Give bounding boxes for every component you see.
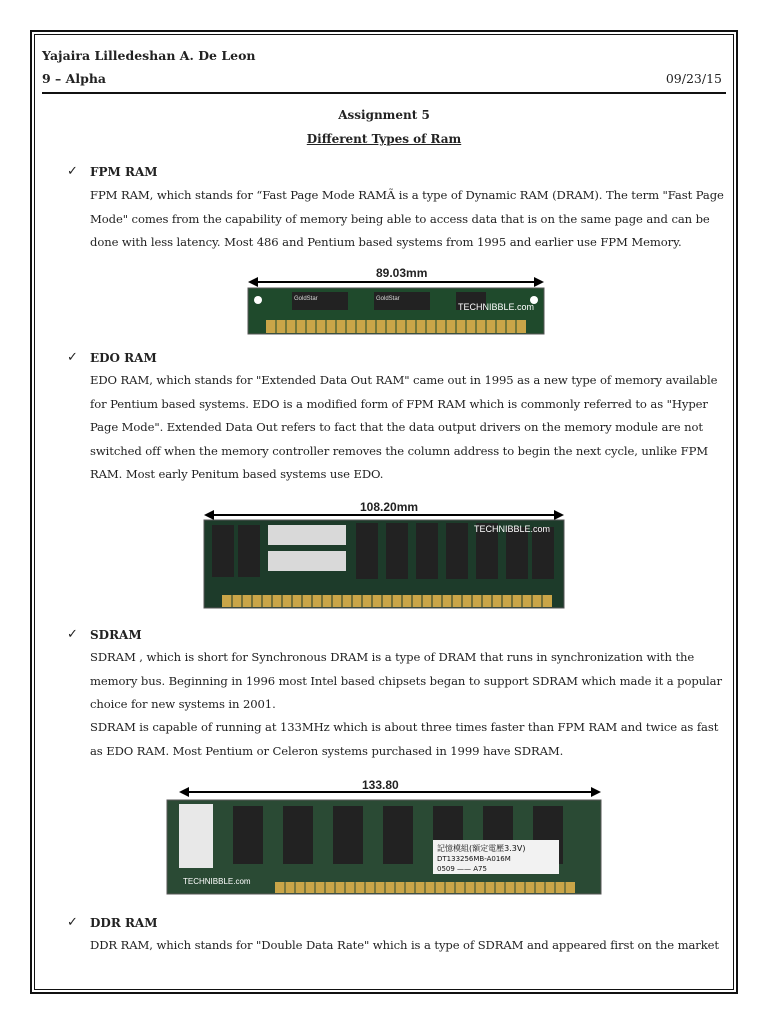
check-icon: ✓: [67, 915, 78, 930]
assignment-subtitle-wrap: [0, 132, 768, 146]
section-body-ddr: DDR RAM, which stands for "Double Data Rate" which is a type of SDRAM and appeared first on the market: [90, 938, 719, 952]
sdram-sticker-line3: 0509 —— A75: [437, 865, 487, 873]
sdram-watermark: TECHNIBBLE.com: [183, 877, 251, 886]
edo-ram-image: [202, 505, 566, 611]
assignment-date: 09/23/15: [665, 71, 722, 86]
fpm-ram-image: [246, 270, 546, 338]
section-body-sdram: SDRAM , which is short for Synchronous DRAM is a type of DRAM that runs in synchronization with the memory bus. Beginning in 1996 most Intel based chipsets began to support SDRAM which made it a popular choice for new systems in 2001.: [90, 650, 722, 711]
check-icon: ✓: [67, 164, 78, 179]
fpm-watermark: TECHNIBBLE.com: [458, 302, 535, 312]
edo-watermark: TECHNIBBLE.com: [474, 524, 551, 534]
svg-text:GoldStar: GoldStar: [376, 296, 400, 302]
section-body-edo: EDO RAM, which stands for "Extended Data Out RAM" came out in 1995 as a new type of memory available for Pentium based systems. EDO is a modified form of FPM RAM which is commonly referred to as "Hyper Page Mode". Extended Data Out refers to fact that the data output drivers on the memory module are not switched off when the memory controller removes the column address to begin the next cycle, unlike FPM RAM. Most early Penitum based systems use EDO.: [90, 373, 718, 481]
header-rule: [42, 92, 726, 94]
sdram-ram-image: [165, 782, 605, 898]
check-icon: ✓: [67, 350, 78, 365]
svg-text:GoldStar: GoldStar: [294, 296, 318, 302]
sdram-dimension-label: 133.80: [362, 778, 399, 792]
assignment-title: Assignment 5: [338, 108, 430, 122]
student-name: Yajaira Lilledeshan A. De Leon: [42, 48, 256, 63]
section-body-fpm: FPM RAM, which stands for “Fast Page Mode RAMÃ is a type of Dynamic RAM (DRAM). The term "Fast Page Mode" comes from the capability of memory being able to access data that is on the same page and can be done with less latency. Most 486 and Pentium based systems from 1995 and earlier use FPM Memory.: [90, 188, 724, 249]
fpm-dimension-label: 89.03mm: [376, 266, 428, 280]
assignment-subtitle: Different Types of Ram: [306, 132, 462, 146]
section-title-fpm: FPM RAM: [90, 165, 158, 179]
section-title-edo: EDO RAM: [90, 351, 157, 365]
section-title-ddr: DDR RAM: [90, 916, 158, 930]
section-body-sdram-2: SDRAM is capable of running at 133MHz which is about three times faster than FPM RAM and twice as fast as EDO RAM. Most Pentium or Celeron systems purchased in 1999 have SDRAM.: [90, 720, 719, 758]
section-title-sdram: SDRAM: [90, 628, 142, 642]
edo-dimension-label: 108.20mm: [360, 500, 419, 514]
sdram-sticker-line1: 記憶模組(額定電壓3.3V): [437, 844, 526, 853]
check-icon: ✓: [67, 627, 78, 642]
sdram-sticker-line2: DT133256MB-A016M: [437, 855, 511, 863]
student-section: 9 – Alpha: [42, 71, 107, 86]
